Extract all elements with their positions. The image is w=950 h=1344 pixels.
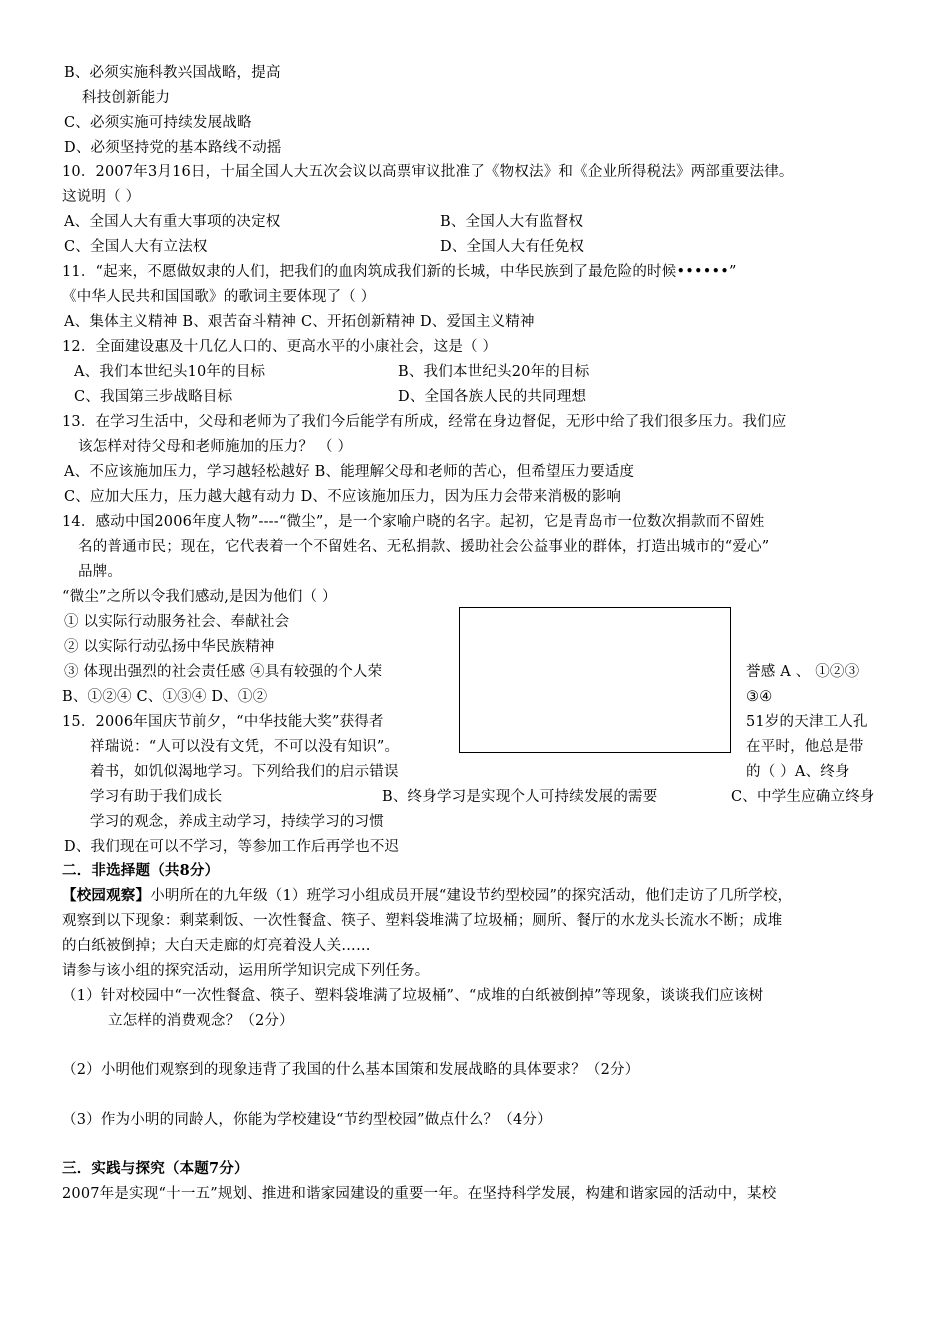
section-2-intro-cont2: 的白纸被倒掉；大白天走廊的灯亮着没人关…… bbox=[62, 938, 371, 954]
section-2-intro bbox=[62, 887, 792, 905]
q13-stem-cont: 该怎样对待父母和老师施加的压力？ （ ） bbox=[78, 439, 353, 455]
q13-options-cd: C、应加大压力，压力越大越有动力 D、不应该施加压力，因为压力会带来消极的影响 bbox=[64, 489, 622, 505]
q14-stem: 14．感动中国2006年度人物”----“微尘”，是一个家喻户晓的名字。起初，它是青岛市一位数次捐款而不留姓 bbox=[62, 514, 765, 530]
q10-stem-cont: 这说明（ ） bbox=[62, 189, 141, 205]
q15-stem-cont2: 着书，如饥似渴地学习。下列给我们的启示错误 bbox=[90, 764, 399, 780]
q14-question: “微尘”之所以令我们感动,是因为他们（ ） bbox=[62, 589, 337, 605]
q13-stem: 13．在学习生活中，父母和老师为了我们今后能学有所成，经常在身边督促，无形中给了我们很多压力。我们应 bbox=[62, 414, 787, 430]
q9-option-d: D、必须坚持党的基本路线不动摇 bbox=[64, 140, 282, 156]
q12-option-c: C、我国第三步战略目标 bbox=[74, 389, 233, 405]
q9-option-c: C、必须实施可持续发展战略 bbox=[64, 115, 252, 131]
q12-option-a: A、我们本世纪头10年的目标 bbox=[74, 364, 266, 380]
task-1: （1）针对校园中“一次性餐盒、筷子、塑料袋堆满了垃圾桶”、“成堆的白纸被倒掉”等现象，谈谈我们应该树 bbox=[62, 988, 764, 1004]
q15-stem-cont2-right: 的（ ）A、终身 bbox=[746, 764, 850, 780]
image-placeholder-box bbox=[459, 607, 731, 753]
section-3-heading: 三．实践与探究（本题7分） bbox=[62, 1160, 249, 1177]
q15-option-c-cont: 学习的观念，养成主动学习，持续学习的习惯 bbox=[90, 814, 384, 830]
q14-item-1: ① 以实际行动服务社会、奉献社会 bbox=[64, 614, 290, 630]
q15-option-d: D、我们现在可以不学习，等参加工作后再学也不迟 bbox=[64, 839, 400, 855]
q14-stem-cont: 名的普通市民；现在，它代表着一个不留姓名、无私捐款、援助社会公益事业的群体，打造出城市的“爱心” bbox=[78, 539, 770, 555]
q13-options-ab: A、不应该施加压力，学习越轻松越好 B、能理解父母和老师的苦心，但希望压力要适度 bbox=[64, 464, 635, 480]
section-2-intro-cont: 观察到以下现象：剩菜剩饭、一次性餐盒、筷子、塑料袋堆满了垃圾桶；厕所、餐厅的水龙头长流水不断；成堆 bbox=[62, 913, 783, 929]
q12-option-b: B、我们本世纪头20年的目标 bbox=[398, 364, 590, 380]
q14-item-2: ② 以实际行动弘扬中华民族精神 bbox=[64, 639, 275, 655]
q14-item-3-4: ③ 体现出强烈的社会责任感 ④具有较强的个人荣 bbox=[64, 664, 383, 680]
section-2-heading: 二．非选择题（共8分） bbox=[62, 862, 220, 879]
section-2-task: 请参与该小组的探究活动，运用所学知识完成下列任务。 bbox=[62, 963, 430, 979]
q15-stem-cont: 祥瑞说：“人可以没有文凭，不可以没有知识”。 bbox=[90, 739, 400, 755]
q10-stem: 10．2007年3月16日，十届全国人大五次会议以高票审议批准了《物权法》和《企业所得税法》两部重要法律。 bbox=[62, 164, 794, 180]
task-3: （3）作为小明的同龄人，你能为学校建设“节约型校园”做点什么？（4分） bbox=[62, 1112, 552, 1128]
q15-option-b: B、终身学习是实现个人可持续发展的需要 bbox=[382, 789, 658, 805]
q15-stem: 15．2006年国庆节前夕，“中华技能大奖”获得者 bbox=[62, 714, 384, 730]
q12-stem: 12．全面建设惠及十几亿人口的、更高水平的小康社会，这是（ ） bbox=[62, 339, 498, 355]
q14-item-4-cont: 誉感 A 、 ①②③ bbox=[746, 664, 860, 680]
q9-option-b-cont: 科技创新能力 bbox=[82, 90, 171, 106]
section-2-intro-text: 小明所在的九年级（1）班学习小组成员开展“建设节约型校园”的探究活动，他们走访了几所学校， bbox=[150, 888, 793, 904]
q15-stem-cont-right: 在平时，他总是带 bbox=[746, 739, 864, 755]
q10-option-d: D、全国人大有任免权 bbox=[440, 239, 585, 255]
q15-option-c: C、中学生应确立终身 bbox=[731, 789, 875, 805]
task-2: （2）小明他们观察到的现象违背了我国的什么基本国策和发展战略的具体要求？（2分） bbox=[62, 1062, 640, 1078]
q14-options: B、①②④ C、①③④ D、①② bbox=[62, 689, 268, 705]
campus-observation-tag: 【校园观察】 bbox=[62, 887, 151, 904]
q10-option-c: C、全国人大有立法权 bbox=[64, 239, 208, 255]
q14-option-a-cont: ③④ bbox=[746, 689, 773, 705]
q10-option-b: B、全国人大有监督权 bbox=[440, 214, 584, 230]
q15-option-a-cont: 学习有助于我们成长 bbox=[90, 789, 223, 805]
task-1-cont: 立怎样的消费观念？（2分） bbox=[108, 1013, 294, 1029]
q12-option-d: D、全国各族人民的共同理想 bbox=[398, 389, 587, 405]
q10-option-a: A、全国人大有重大事项的决定权 bbox=[64, 214, 281, 230]
section-3-intro: 2007年是实现“十一五”规划、推进和谐家园建设的重要一年。在坚持科学发展，构建和谐家园的活动中，某校 bbox=[62, 1186, 777, 1202]
q11-options: A、集体主义精神 B、艰苦奋斗精神 C、开拓创新精神 D、爱国主义精神 bbox=[64, 314, 535, 330]
q14-stem-cont2: 品牌。 bbox=[78, 564, 123, 580]
q9-option-b: B、必须实施科教兴国战略，提高 bbox=[64, 65, 281, 81]
q11-stem: 11．“起来，不愿做奴隶的人们，把我们的血肉筑成我们新的长城，中华民族到了最危险的时候••••••” bbox=[62, 264, 737, 280]
q11-stem-cont: 《中华人民共和国国歌》的歌词主要体现了（ ） bbox=[62, 289, 376, 305]
q15-stem-right: 51岁的天津工人孔 bbox=[746, 714, 868, 730]
